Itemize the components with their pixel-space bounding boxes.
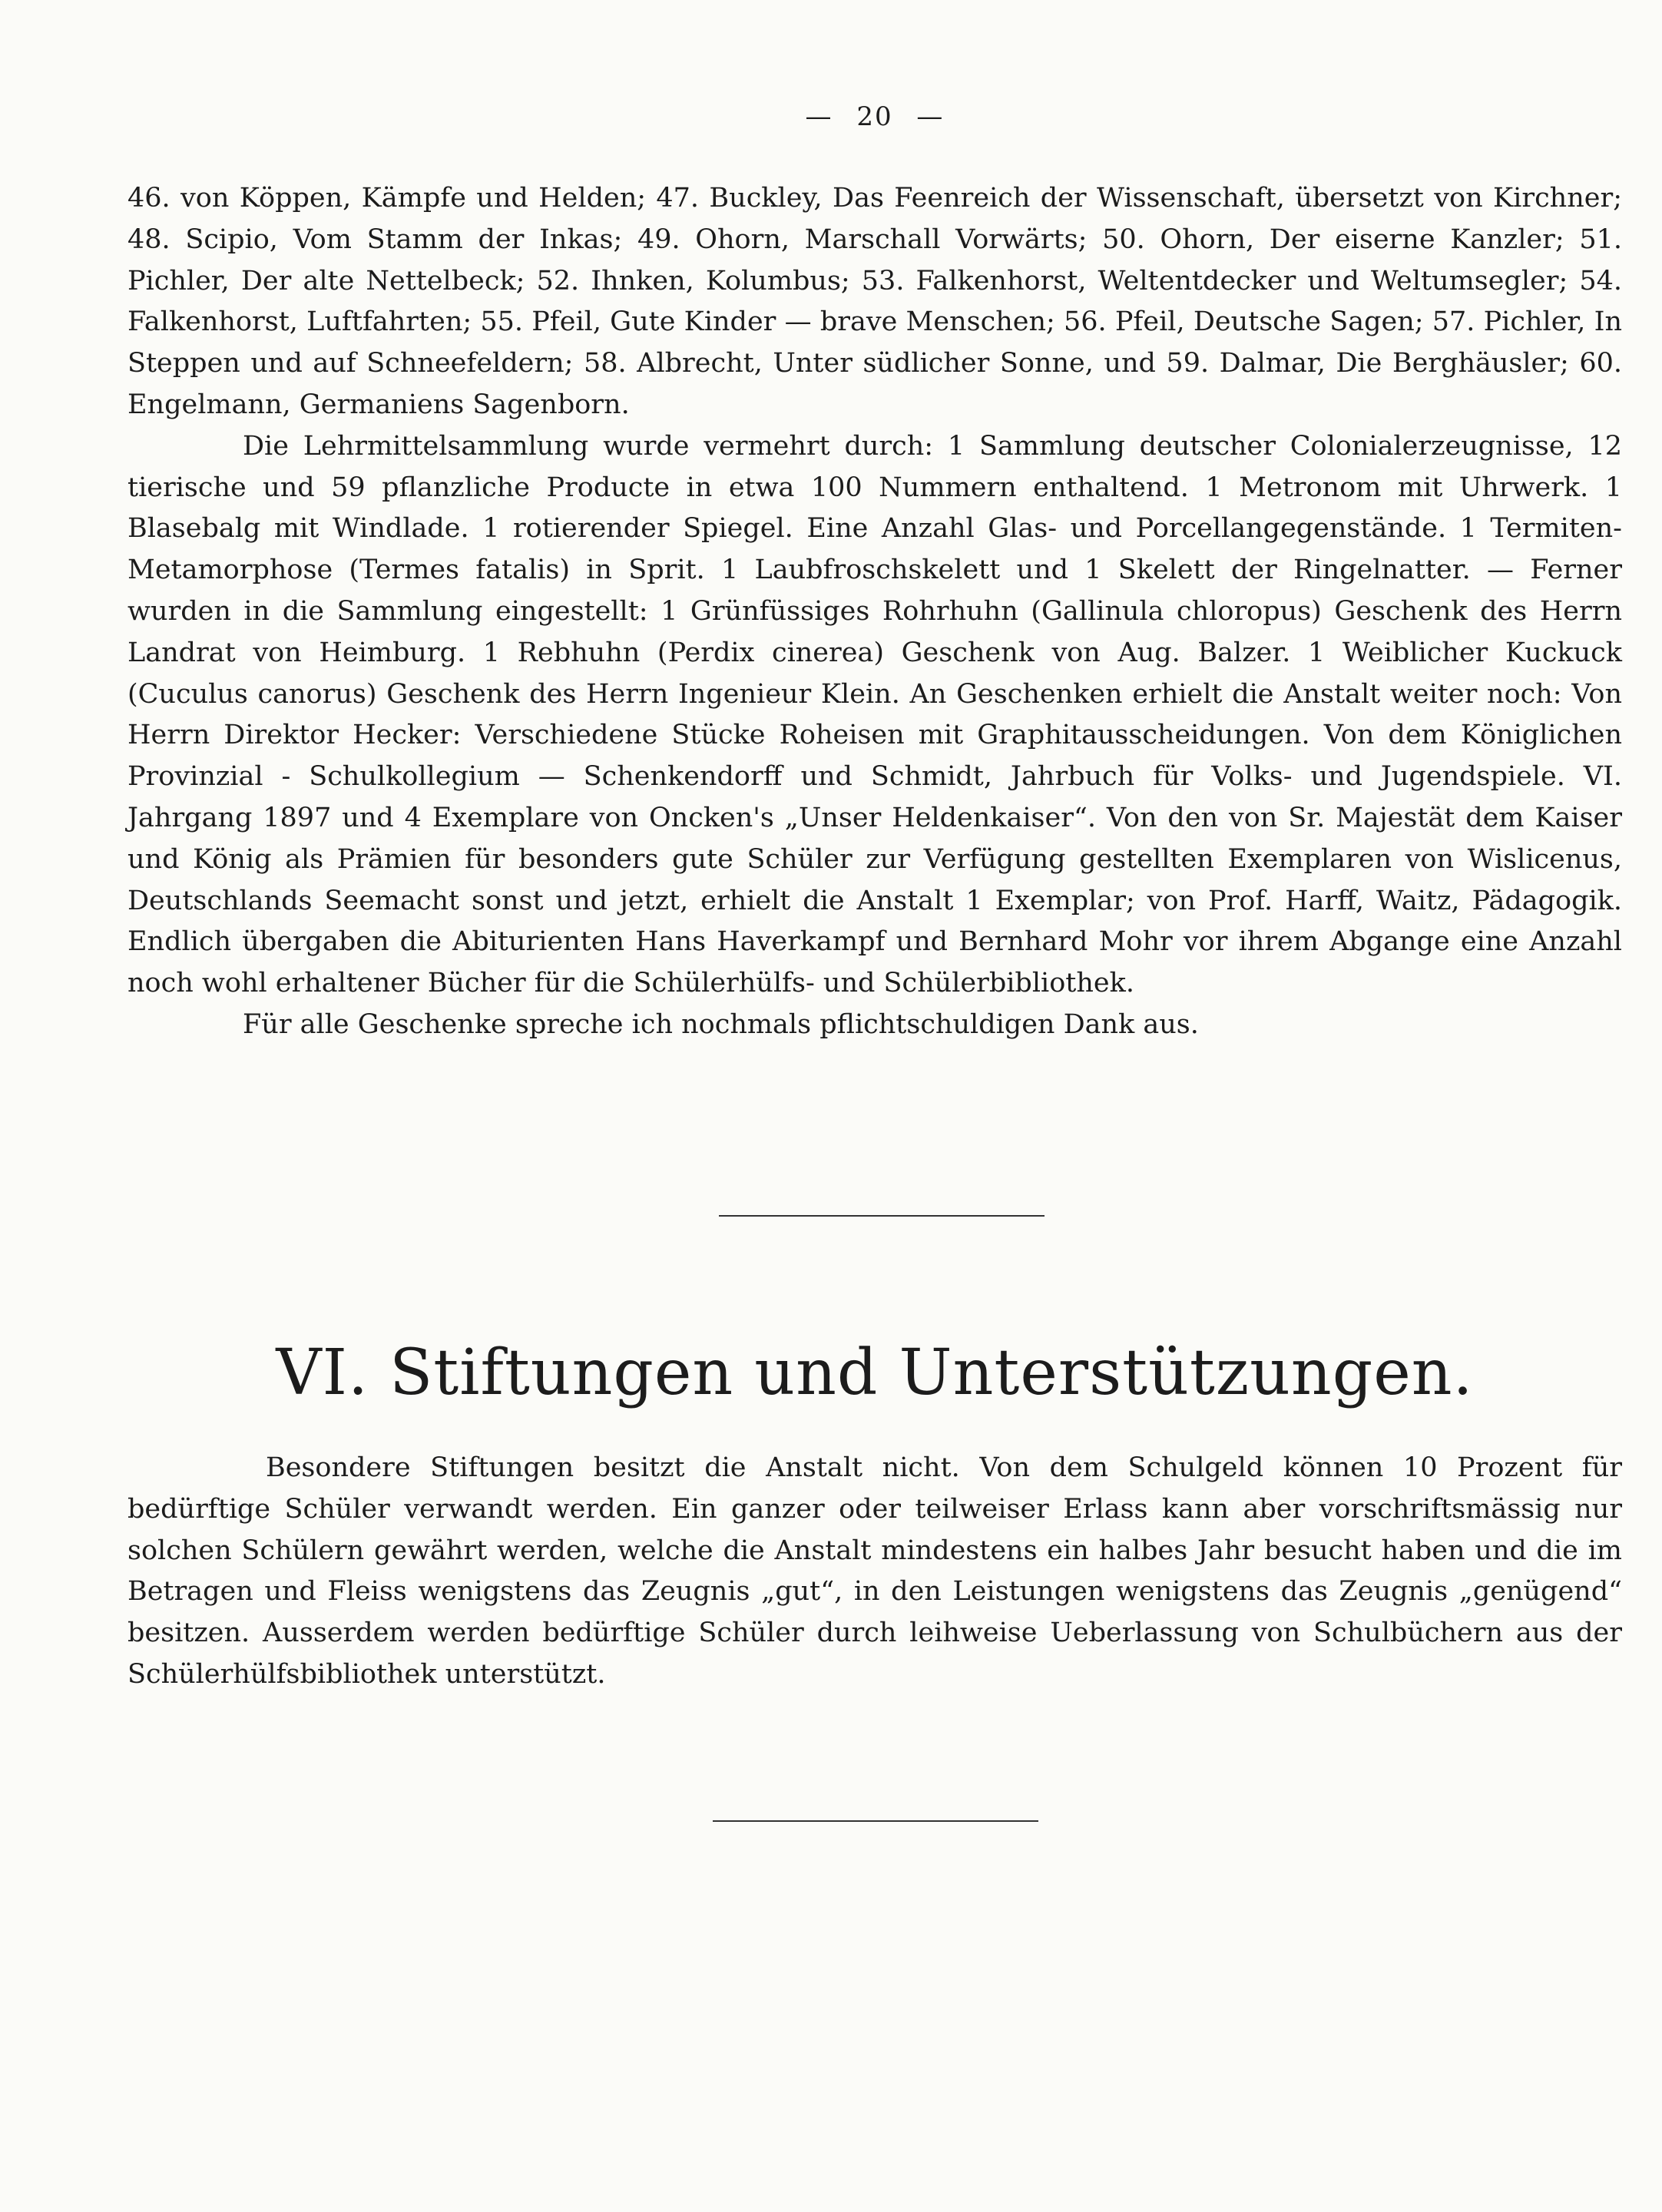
teaching-aids-paragraph: Die Lehrmittelsammlung wurde vermehrt durch: 1 Sammlung deutscher Colonialerzeugnisse, 12 tierische und 59 pflanzliche Producte in etwa 100 Nummern enthaltend. 1 Metronom mit Uhrwerk. 1 Blasebalg mit Windlade. 1 rotierender Spiegel. Eine Anzahl Glas- und Porcellangegenstände. 1 Termiten-Metamorphose (Termes fatalis) in Sprit. 1 Laubfroschskelett und 1 Skelett der Ringelnatter. — Ferner wurden in die Sammlung eingestellt: 1 Grünfüssiges Rohrhuhn (Gallinula chloropus) Geschenk des Herrn Landrat von Heimburg. 1 Rebhuhn (Perdix cinerea) Geschenk von Aug. Balzer. 1 Weiblicher Kuckuck (Cuculus canorus) Geschenk des Herrn Ingenieur Klein. An Geschenken erhielt die Anstalt weiter noch: Von Herrn Direktor Hecker: Verschiedene Stücke Roheisen mit Graphitausscheidungen. Von dem Königlichen Provinzial - Schulkollegium — Schenkendorff und Schmidt, Jahrbuch für Volks- und Jugendspiele. VI. Jahrgang 1897 und 4 Exemplare von Oncken's „Unser Heldenkaiser“. Von den von Sr. Majestät dem Kaiser und König als Prämien für besonders gute Schüler zur Verfügung gestellten Exemplaren von Wislicenus, Deutschlands Seemacht sonst und jetzt, erhielt die Anstalt 1 Exemplar; von Prof. Harff, Waitz, Pädagogik. Endlich übergaben die Abiturienten Hans Haverkampf und Bernhard Mohr vor ihrem Abgange eine Anzahl noch wohl erhaltener Bücher für die Schülerhülfs- und Schülerbibliothek.: [127, 430, 1622, 999]
section-text: [127, 1448, 1622, 1696]
section-heading: VI. Stiftungen und Unterstützungen.: [276, 1336, 1474, 1409]
section-paragraph: Besondere Stiftungen besitzt die Anstalt nicht. Von dem Schulgeld können 10 Prozent für bedürftige Schüler verwandt werden. Ein ganzer oder teilweiser Erlass kann aber vorschriftsmässig nur solchen Schülern gewährt werden, welche die Anstalt mindestens ein halbes Jahr besucht haben und die im Betragen und Fleiss wenigstens das Zeugnis „gut“, in den Leistungen wenigstens das Zeugnis „genügend“ besitzen. Ausserdem werden bedürftige Schüler durch leihweise Ueberlassung von Schulbüchern aus der Schülerhülfsbibliothek unterstützt.: [127, 1452, 1622, 1690]
document-page: [127, 0, 1622, 2212]
page-number: — 20 —: [805, 101, 945, 132]
book-list-paragraph: 46. von Köppen, Kämpfe und Helden; 47. Buckley, Das Feenreich der Wissenschaft, übersetzt von Kirchner; 48. Scipio, Vom Stamm der Inkas; 49. Ohorn, Marschall Vorwärts; 50. Ohorn, Der eiserne Kanzler; 51. Pichler, Der alte Nettelbeck; 52. Ihnken, Kolumbus; 53. Falkenhorst, Weltentdecker und Weltumsegler; 54. Falkenhorst, Luftfahrten; 55. Pfeil, Gute Kinder — brave Menschen; 56. Pfeil, Deutsche Sagen; 57. Pichler, In Steppen und auf Schneefeldern; 58. Albrecht, Unter südlicher Sonne, und 59. Dalmar, Die Berghäusler; 60. Engelmann, Germaniens Sagenborn.: [127, 183, 1622, 420]
divider-rule: [719, 1215, 1045, 1217]
thanks-paragraph: Für alle Geschenke spreche ich nochmals pflichtschuldigen Dank aus.: [243, 1008, 1199, 1040]
body-text: [127, 178, 1622, 1046]
divider-rule-bottom: [713, 1820, 1038, 1822]
